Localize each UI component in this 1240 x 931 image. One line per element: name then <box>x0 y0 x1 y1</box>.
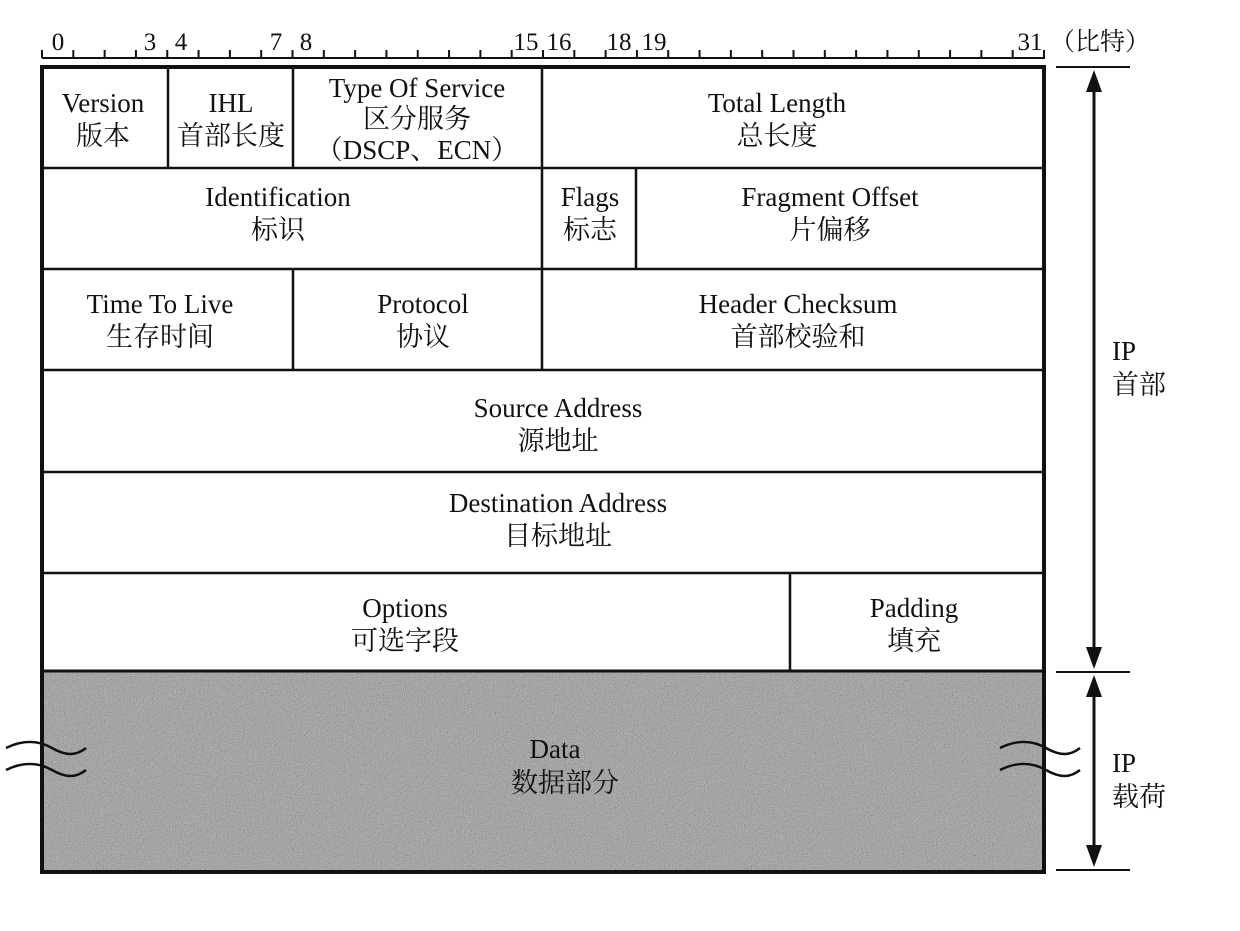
header-arrow-up-icon <box>1086 70 1102 92</box>
side-labels <box>1108 330 1178 812</box>
destination-address-label-en: Destination Address <box>448 488 668 518</box>
bit-label-15: 15 <box>513 29 539 56</box>
bit-label-16: 16 <box>546 29 572 56</box>
total-length-label-zh: 总长度 <box>736 121 818 151</box>
data-label-zh: 数据部分 <box>511 768 619 798</box>
padding-label-zh: 填充 <box>887 626 941 656</box>
protocol-label-en: Protocol <box>377 289 469 319</box>
identification-label-zh: 标识 <box>251 215 305 245</box>
bit-label-4: 4 <box>174 29 188 56</box>
payload-arrow-down-icon <box>1086 845 1102 867</box>
checksum-label-en: Header Checksum <box>698 289 898 319</box>
ip-header-label-line1: IP <box>1112 336 1137 366</box>
tos-label-en: Type Of Service <box>328 73 506 103</box>
bit-label-3: 3 <box>143 29 157 56</box>
ttl-label-zh: 生存时间 <box>106 322 214 352</box>
ip-header-label-line2: 首部 <box>1112 370 1166 400</box>
ip-payload-label-line1: IP <box>1112 748 1137 778</box>
options-label-zh: 可选字段 <box>351 626 459 656</box>
bit-ruler <box>42 28 1150 58</box>
data-label-en: Data <box>529 734 581 764</box>
tos-label-zh: 区分服务 <box>363 104 471 134</box>
payload-arrow-up-icon <box>1086 675 1102 697</box>
bit-label-18: 18 <box>606 29 632 56</box>
protocol-label-zh: 协议 <box>396 322 450 352</box>
options-label-en: Options <box>362 593 448 623</box>
version-label-en: Version <box>61 88 145 118</box>
bit-label-19: 19 <box>641 29 667 56</box>
ihl-label-en: IHL <box>208 88 254 118</box>
identification-label-en: Identification <box>205 182 351 212</box>
ruler-ticks <box>42 50 1044 58</box>
flags-label-zh: 标志 <box>563 215 617 245</box>
destination-address-label-zh: 目标地址 <box>504 521 612 551</box>
header-arrow-down-icon <box>1086 647 1102 669</box>
bit-label-0: 0 <box>51 29 65 56</box>
source-address-label-en: Source Address <box>473 393 643 423</box>
padding-label-en: Padding <box>869 593 959 623</box>
bit-label-31: 31 <box>1017 29 1043 56</box>
bit-label-7: 7 <box>269 29 283 56</box>
fragment-offset-label-en: Fragment Offset <box>741 182 919 212</box>
ip-payload-label-line2: 载荷 <box>1112 782 1166 812</box>
bit-label-8: 8 <box>299 29 313 56</box>
checksum-label-zh: 首部校验和 <box>730 322 866 352</box>
ihl-label-zh: 首部长度 <box>177 121 285 151</box>
fragment-offset-label-zh: 片偏移 <box>789 215 871 245</box>
flags-label-en: Flags <box>560 182 620 212</box>
source-address-label-zh: 源地址 <box>517 426 599 456</box>
tos-label-extra: （DSCP、ECN） <box>315 135 519 165</box>
version-label-zh: 版本 <box>76 121 130 151</box>
bit-unit-label: （比特） <box>1049 29 1151 56</box>
ttl-label-en: Time To Live <box>86 289 234 319</box>
total-length-label-en: Total Length <box>707 88 847 118</box>
